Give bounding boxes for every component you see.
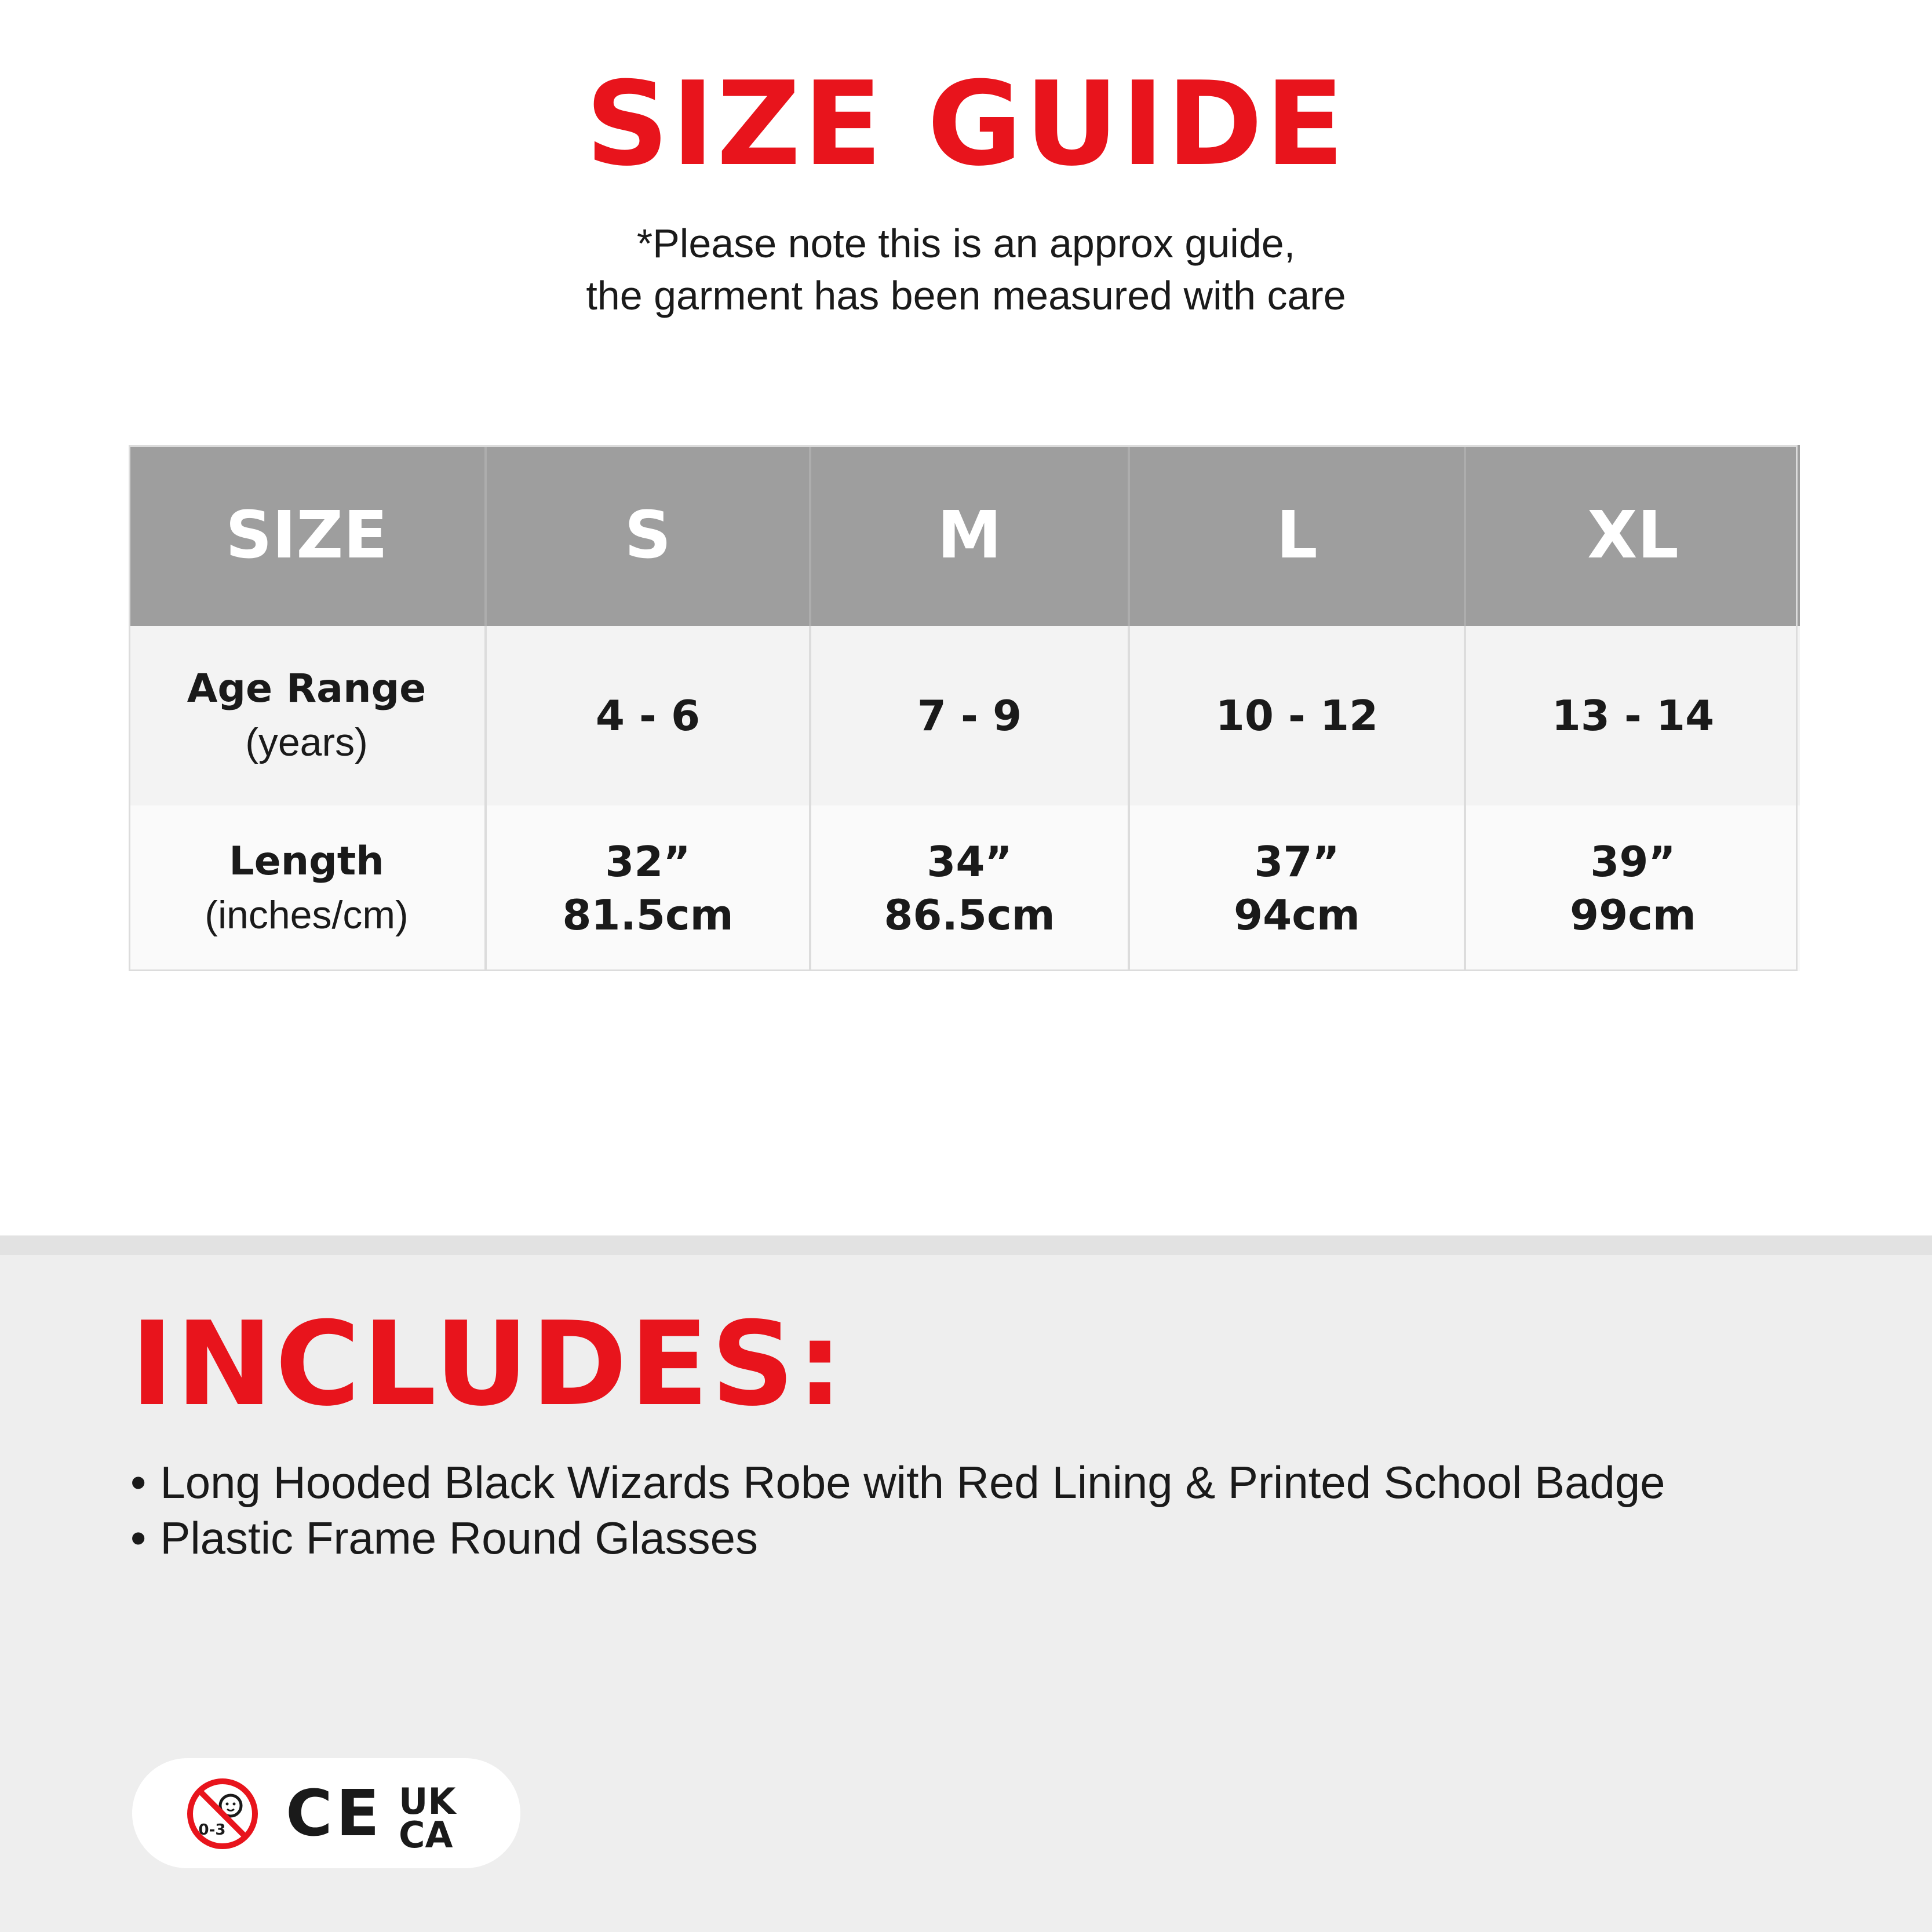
cell-value: 4 - 6 bbox=[595, 691, 701, 740]
table-cell bbox=[810, 626, 1129, 805]
note-line-1: *Please note this is an approx guide, bbox=[636, 221, 1296, 266]
cell-inches: 32” bbox=[605, 837, 691, 886]
row-header-age bbox=[129, 626, 486, 805]
cell-inches: 37” bbox=[1254, 837, 1340, 886]
header-size: SIZE bbox=[129, 445, 486, 626]
cell-cm: 99cm bbox=[1570, 891, 1696, 939]
row-label: Length bbox=[229, 839, 384, 884]
cell-cm: 86.5cm bbox=[884, 891, 1055, 939]
list-item: • Long Hooded Black Wizards Robe with Red Lining & Printed School Badge bbox=[130, 1455, 1665, 1510]
ce-mark-icon bbox=[286, 1776, 383, 1850]
row-sublabel: (inches/cm) bbox=[205, 893, 409, 937]
table-cell bbox=[1465, 805, 1800, 971]
size-table bbox=[129, 445, 1800, 971]
ce-mark-text: CE bbox=[286, 1776, 383, 1850]
certification-badges bbox=[132, 1758, 520, 1868]
row-header-length bbox=[129, 805, 486, 971]
cell-cm: 81.5cm bbox=[562, 891, 734, 939]
ukca-line-1: UK bbox=[399, 1780, 456, 1822]
row-label: Age Range bbox=[187, 666, 427, 712]
measurement-note bbox=[0, 217, 1932, 322]
header-l: L bbox=[1129, 445, 1465, 626]
cell-inches: 34” bbox=[927, 837, 1012, 886]
cell-inches: 39” bbox=[1590, 837, 1676, 886]
cell-value: 13 - 14 bbox=[1551, 691, 1715, 740]
table-cell bbox=[486, 805, 810, 971]
table-row bbox=[129, 626, 1800, 805]
table-cell bbox=[810, 805, 1129, 971]
includes-list bbox=[130, 1455, 1665, 1566]
note-line-2: the garment has been measured with care bbox=[586, 273, 1346, 318]
age-warning-icon bbox=[185, 1777, 260, 1851]
section-divider bbox=[0, 1235, 1932, 1255]
table-header-row bbox=[129, 445, 1800, 626]
table-row bbox=[129, 805, 1800, 971]
header-m: M bbox=[810, 445, 1129, 626]
row-sublabel: (years) bbox=[245, 720, 368, 764]
cell-value: 7 - 9 bbox=[917, 691, 1022, 740]
table-cell bbox=[1465, 626, 1800, 805]
header-xl: XL bbox=[1465, 445, 1800, 626]
ukca-mark-icon bbox=[399, 1780, 474, 1856]
table-cell bbox=[486, 626, 810, 805]
cell-cm: 94cm bbox=[1234, 891, 1360, 939]
table-cell bbox=[1129, 626, 1465, 805]
page-title: SIZE GUIDE bbox=[585, 57, 1347, 192]
ukca-line-2: CA bbox=[399, 1814, 453, 1856]
includes-title: INCLUDES: bbox=[130, 1297, 845, 1432]
cell-value: 10 - 12 bbox=[1215, 691, 1379, 740]
table-cell bbox=[1129, 805, 1465, 971]
header-s: S bbox=[486, 445, 810, 626]
age-warning-text: 0-3 bbox=[198, 1821, 226, 1839]
list-item: • Plastic Frame Round Glasses bbox=[130, 1510, 1665, 1566]
